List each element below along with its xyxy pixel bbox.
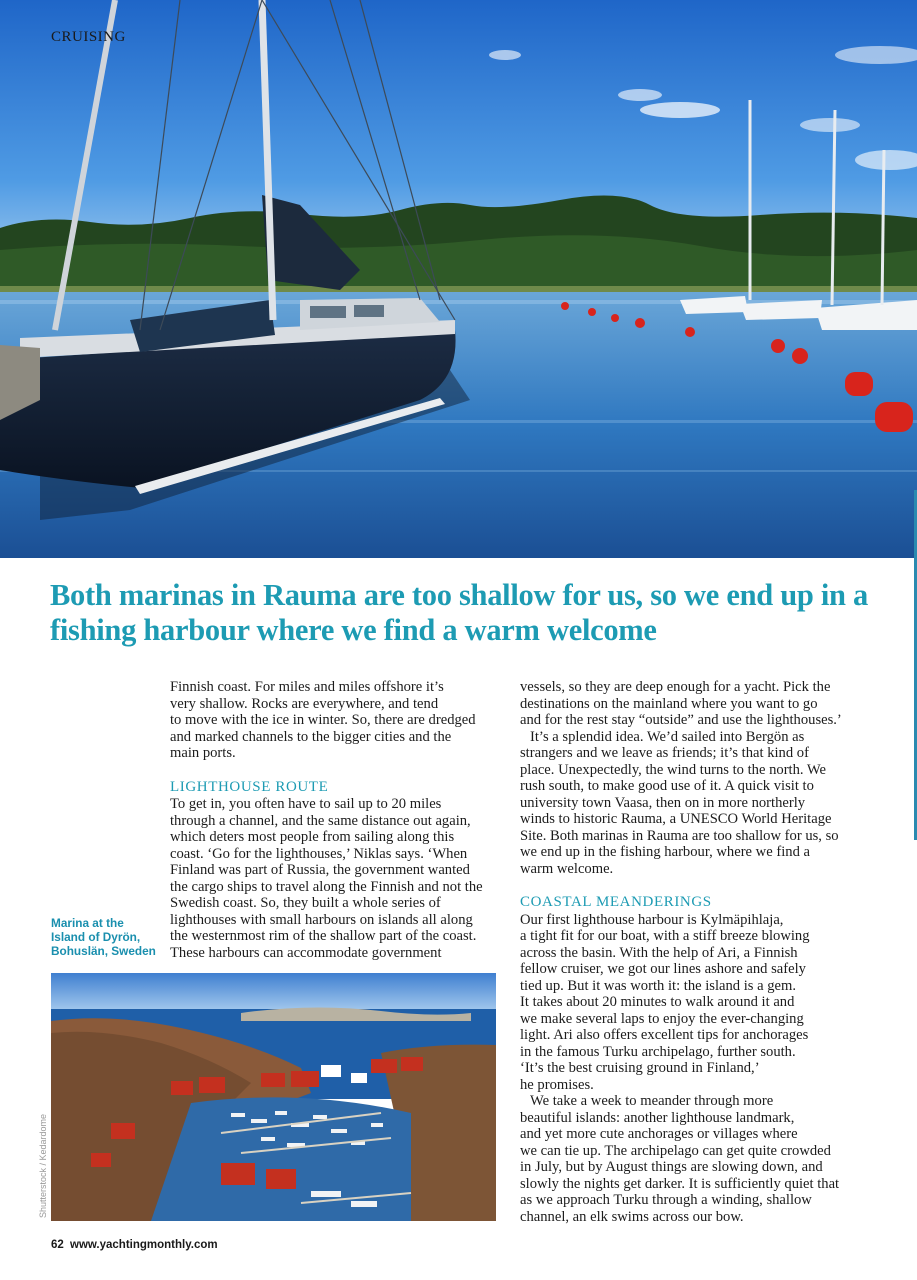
text-line: rush south, to make good use of it. A quick visit to <box>520 778 814 794</box>
text-line: Finland was part of Russia, the government wanted <box>170 862 470 878</box>
text-line: and for the rest stay “outside” and use the lighthouses.’ <box>520 712 842 728</box>
text-line: It’s a splendid idea. We’d sailed into Bergön as <box>530 728 805 745</box>
text-line: It takes about 20 minutes to walk around it and <box>520 994 795 1010</box>
text-line: the cargo ships to travel along the Finnish and not the <box>170 878 483 895</box>
text-line: we can tie up. The archipelago can get quite crowded <box>520 1142 831 1159</box>
text-line: we make several laps to enjoy the ever-changing <box>520 1010 804 1027</box>
pull-quote: Both marinas in Rauma are too shallow for us, so we end up in a fishing harbour where we find a warm welcome <box>50 578 868 647</box>
text-line: which deters most people from sailing along this <box>170 829 455 845</box>
text-line: university town Vaasa, then on in more northerly <box>520 794 806 811</box>
paragraph-vessels <box>520 679 856 729</box>
text-line: as we approach Turku through a winding, shallow <box>520 1192 812 1208</box>
text-line: To get in, you often have to sail up to 20 miles <box>170 796 442 812</box>
text-line: Finnish coast. For miles and miles offshore it’s <box>170 679 444 695</box>
text-line: vessels, so they are deep enough for a yacht. Pick the <box>520 679 831 695</box>
text-line: warm welcome. <box>520 860 614 877</box>
photo-dyron-marina <box>51 973 496 1221</box>
text-line: These harbours can accommodate government <box>170 944 442 961</box>
text-line: very shallow. Rocks are everywhere, and tend <box>170 695 439 712</box>
text-line: ‘It’s the best cruising ground in Finland,’ <box>520 1060 760 1076</box>
text-line: Our first lighthouse harbour is Kylmäpihlaja, <box>520 911 784 928</box>
caption-line: Marina at the <box>51 916 124 930</box>
page-number: 62 <box>51 1239 64 1251</box>
intro-paragraph <box>170 679 506 762</box>
paragraph-splendid-idea <box>520 729 856 878</box>
text-line: we end up in the fishing harbour, where we find a <box>520 844 810 860</box>
text-line: slowly the nights get darker. It is sufficiently quiet that <box>520 1175 840 1192</box>
text-line: main ports. <box>170 745 236 761</box>
page-footer <box>51 1239 218 1251</box>
text-line: through a channel, and the same distance out again, <box>170 812 471 829</box>
text-line: Site. Both marinas in Rauma are too shallow for us, so <box>520 827 839 844</box>
caption-line: Bohuslän, Sweden <box>51 944 156 958</box>
body-column-1 <box>170 679 506 961</box>
text-line: fellow cruiser, we got our lines ashore and safely <box>520 961 806 977</box>
text-line: across the basin. With the help of Ari, a Finnish <box>520 944 798 961</box>
section-label: CRUISING <box>51 29 126 45</box>
text-line: a tight fit for our boat, with a stiff breeze blowing <box>520 928 810 944</box>
hero-photo-yacht-marina <box>0 0 917 558</box>
text-line: and marked channels to the bigger cities and the <box>170 728 452 745</box>
subhead-coastal-meanderings: COASTAL MEANDERINGS <box>520 894 712 910</box>
text-line: beautiful islands: another lighthouse landmark, <box>520 1109 795 1126</box>
paragraph-first-lighthouse <box>520 912 856 1094</box>
text-line: coast. ‘Go for the lighthouses,’ Niklas says. ‘When <box>170 845 468 862</box>
hero-illustration <box>0 0 917 558</box>
text-line: winds to historic Rauma, a UNESCO World Heritage <box>520 811 832 827</box>
text-line: in July, but by August things are slowing down, and <box>520 1159 823 1175</box>
text-line: and yet more cute anchorages or villages where <box>520 1126 798 1142</box>
text-line: in the famous Turku archipelago, further south. <box>520 1043 796 1060</box>
text-line: tied up. But it was worth it: the island is a gem. <box>520 977 797 994</box>
subhead-lighthouse-route: LIGHTHOUSE ROUTE <box>170 778 329 795</box>
marina-illustration <box>51 973 496 1221</box>
text-line: he promises. <box>520 1076 594 1093</box>
text-line: We take a week to meander through more <box>530 1093 774 1109</box>
text-line: the westernmost rim of the shallow part of the coast. <box>170 928 477 944</box>
text-line: Swedish coast. So, they built a whole series of <box>170 895 441 911</box>
text-line: destinations on the mainland where you want to go <box>520 695 818 712</box>
text-line: place. Unexpectedly, the wind turns to the north. We <box>520 761 827 778</box>
caption-line: Island of Dyrön, <box>51 930 141 944</box>
text-line: strangers and we leave as friends; it’s that kind of <box>520 745 809 761</box>
photo-credit: Shutterstock / Kedardome <box>38 1113 48 1218</box>
paragraph-meander <box>520 1093 856 1225</box>
website-link[interactable]: www.yachtingmonthly.com <box>70 1239 218 1251</box>
text-line: lighthouses with small harbours on islands all along <box>170 911 473 928</box>
photo-caption <box>51 916 161 958</box>
lighthouse-route-paragraph <box>170 796 506 961</box>
text-line: to move with the ice in winter. So, there are dredged <box>170 712 476 728</box>
body-column-2 <box>520 679 856 1225</box>
text-line: light. Ari also offers excellent tips for anchorages <box>520 1027 809 1043</box>
text-line: channel, an elk swims across our bow. <box>520 1208 744 1225</box>
